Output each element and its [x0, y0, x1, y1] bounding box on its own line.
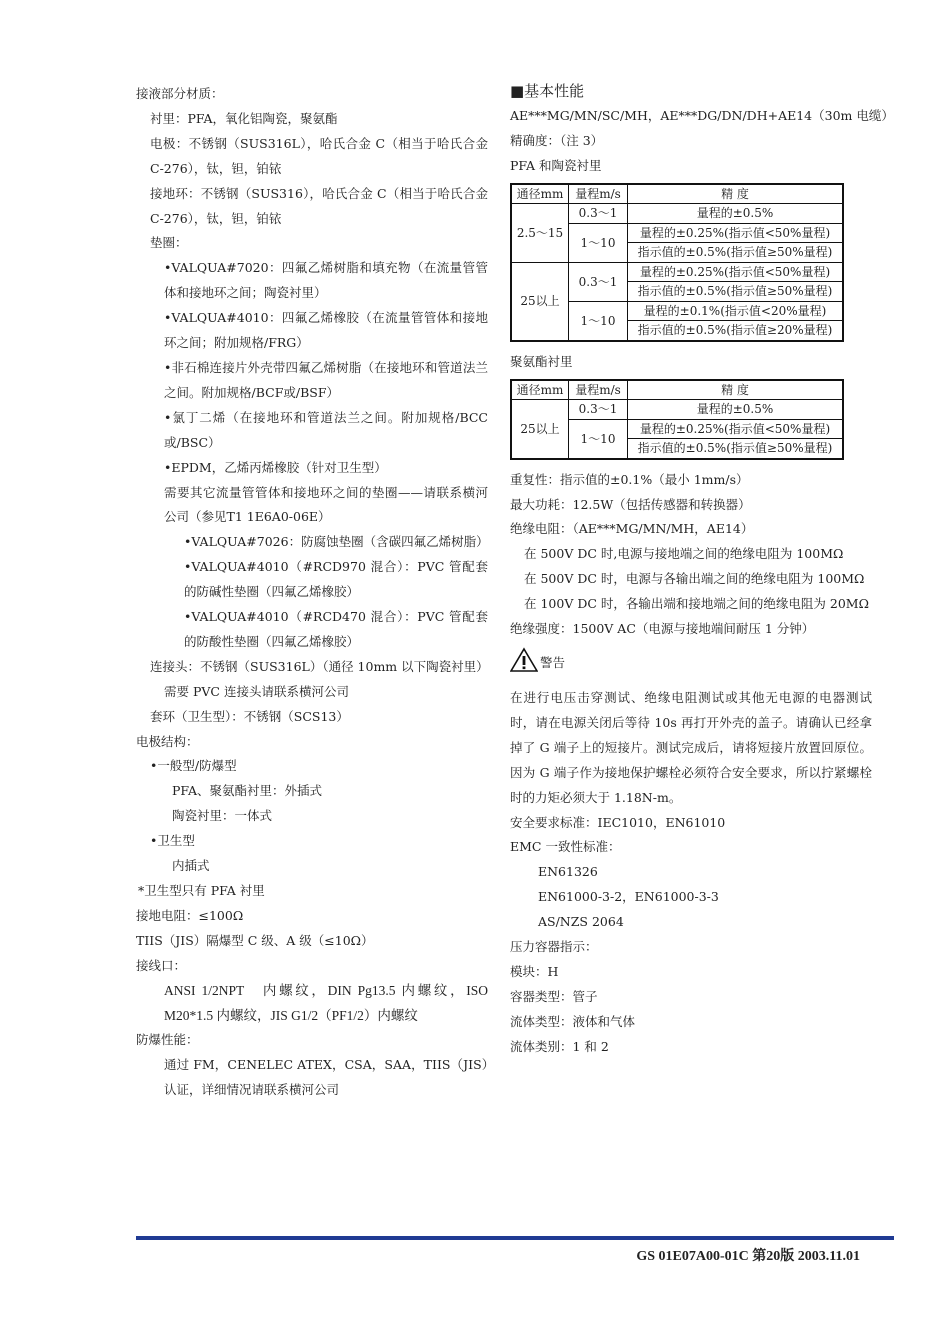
tiis-text: TIIS（JIS）隔爆型 C 级、A 级（≤10Ω） — [136, 932, 374, 948]
col-header-dn: 通径mm — [511, 184, 569, 204]
cell-dn: 25以上 — [511, 262, 569, 341]
model-line: AE***MG/MN/SC/MH，AE***DG/DN/DH+AE14（30m 电缆） — [510, 108, 894, 123]
col-header-dn: 通径mm — [511, 380, 569, 400]
accuracy-table-urethane — [510, 379, 844, 460]
emc-item-3: AS/NZS 2064 — [538, 914, 624, 930]
gasket-item-7026: •VALQUA#7026：防腐蚀垫圈（含碳四氟乙烯树脂） — [184, 534, 489, 550]
col-header-accuracy: 精 度 — [628, 184, 844, 204]
dielectric-strength-text: 绝缘强度：1500V AC（电源与接地端间耐压 1 分钟） — [510, 621, 815, 637]
pressure-vessel-heading: 压力容器指示： — [510, 939, 598, 955]
cell-accuracy: 量程的±0.25%(指示值<50%量程) — [628, 223, 844, 243]
accuracy-heading: 精确度：（注 3） — [510, 132, 604, 148]
other-gasket-note: 需要其它流量管管体和接地环之间的垫圈——请联系横河公司（参见T1 1E6A0-06E） — [164, 484, 488, 525]
cell-range: 1～10 — [569, 223, 628, 262]
gasket-item-rcd970: •VALQUA#4010（#RCD970 混合）：PVC 管配套的防碱性垫圈（四氟乙烯橡胶） — [184, 559, 488, 600]
left-column — [136, 82, 488, 1103]
explosion-proof-heading: 防爆性能： — [136, 1032, 199, 1048]
warning-heading — [510, 642, 872, 682]
insulation-item-2: 在 500V DC 时，电源与各输出端之间的绝缘电阻为 100MΩ — [524, 571, 865, 587]
insulation-item-1: 在 500V DC 时,电源与接地端之间的绝缘电阻为 100MΩ — [524, 546, 844, 562]
right-column — [510, 78, 894, 1060]
insert-type-text: 内插式 — [172, 858, 210, 874]
gasket-item-chloroprene: •氯丁二烯（在接地环和管道法兰之间。附加规格/BCC或/BSC） — [164, 409, 488, 450]
table-row — [511, 204, 843, 224]
cell-accuracy: 指示值的±0.5%(指示值≥20%量程) — [628, 321, 844, 341]
gasket-item-4010: •VALQUA#4010：四氟乙烯橡胶（在流量管管体和接地环之间；附加规格/FRG） — [164, 310, 488, 351]
document-number: GS 01E07A00-01C 第20版 2003.11.01 — [636, 1249, 860, 1264]
emc-item-1: EN61326 — [538, 864, 598, 880]
grounding-ring-text: 接地环：不锈钢（SUS316），哈氏合金 C（相当于哈氏合金 C-276），钛，钽，铂铱 — [150, 185, 488, 226]
wetted-materials-heading: 接液部分材质： — [136, 86, 224, 101]
cell-range: 0.3～1 — [569, 262, 628, 301]
gasket-item-epdm: •EPDM，乙烯丙烯橡胶（针对卫生型） — [164, 459, 387, 475]
collar-text: 套环（卫生型）：不锈钢（SCS13） — [150, 708, 349, 724]
electrode-structure-heading: 电极结构： — [136, 733, 199, 749]
cell-accuracy: 量程的±0.5% — [628, 204, 844, 224]
accuracy-table-pfa — [510, 183, 844, 342]
grounding-resistance-text: 接地电阻：≤100Ω — [136, 907, 244, 923]
cell-dn: 2.5～15 — [511, 204, 569, 263]
pvc-connector-note: 需要 PVC 连接头请联系横河公司 — [164, 683, 349, 699]
pfa-urethane-lining-text: PFA、聚氨酯衬里：外插式 — [172, 783, 323, 799]
footer-rule — [136, 1236, 894, 1240]
sanitary-type-item: •卫生型 — [150, 833, 195, 849]
cell-accuracy: 量程的±0.1%(指示值<20%量程) — [628, 301, 844, 321]
gasket-heading: 垫圈： — [150, 235, 188, 251]
warning-label: 警告 — [540, 654, 566, 670]
gasket-item-non-asbestos: •非石棉连接片外壳带四氟乙烯树脂（在接地环和管道法兰之间。附加规格/BCF或/BSF） — [164, 359, 488, 400]
warning-text: 在进行电压击穿测试、绝缘电阻测试或其他无电源的电器测试时，请在电源关闭后等待 10s 再打开外壳的盖子。请确认已经拿掉了 G 端子上的短接片。测试完成后，请将短接片放置回原位。因为 G 端子作为接地保护螺栓必须符合安全要求，所以拧紧螺栓时的力矩必须大于 1.18N-m。 — [510, 689, 872, 805]
connector-text: 连接头：不锈钢（SUS316L）（通径 10mm 以下陶瓷衬里） — [150, 658, 489, 674]
cell-range: 1～10 — [569, 419, 628, 459]
sanitary-note: *卫生型只有 PFA 衬里 — [138, 883, 265, 898]
cell-accuracy: 量程的±0.25%(指示值<50%量程) — [628, 262, 844, 282]
safety-standard-text: 安全要求标准：IEC1010，EN61010 — [510, 814, 726, 830]
urethane-label: 聚氨酯衬里 — [510, 353, 573, 369]
electrode-text: 电极：不锈钢（SUS316L），哈氏合金 C（相当于哈氏合金 C-276），钛，钽，铂铱 — [150, 135, 488, 176]
insulation-resistance-heading: 绝缘电阻：（AE***MG/MN/MH，AE14） — [510, 521, 754, 537]
cell-range: 0.3～1 — [569, 204, 628, 224]
wiring-port-text: ANSI 1/2NPT 内螺纹，DIN Pg13.5 内螺纹，ISO M20*1.5 内螺纹，JIS G1/2（PF1/2）内螺纹 — [164, 982, 488, 1023]
pfa-ceramic-label: PFA 和陶瓷衬里 — [510, 157, 602, 173]
table-header-row — [511, 184, 843, 204]
ceramic-lining-text: 陶瓷衬里：一体式 — [172, 808, 273, 824]
cell-accuracy: 指示值的±0.5%(指示值≥50%量程) — [628, 282, 844, 302]
fluid-category-text: 流体类别：1 和 2 — [510, 1038, 609, 1054]
section-title: ■基本性能 — [510, 82, 585, 100]
emc-item-2: EN61000-3-2，EN61000-3-3 — [538, 889, 719, 905]
gasket-item-rcd470: •VALQUA#4010（#RCD470 混合）：PVC 管配套的防酸性垫圈（四氟乙烯橡胶） — [184, 609, 488, 649]
table-row — [511, 262, 843, 282]
cell-range: 0.3～1 — [569, 400, 628, 420]
col-header-range: 量程m/s — [569, 380, 628, 400]
table-row — [511, 400, 843, 420]
repeatability-text: 重复性：指示值的±0.1%（最小 1mm/s） — [510, 471, 749, 487]
general-type-item: •一般型/防爆型 — [150, 758, 237, 774]
vessel-type-text: 容器类型：管子 — [510, 988, 598, 1004]
explosion-proof-text: 通过 FM，CENELEC ATEX，CSA，SAA，TIIS（JIS）认证，详细情况请联系横河公司 — [164, 1057, 488, 1098]
cell-accuracy: 指示值的±0.5%(指示值≥50%量程) — [628, 243, 844, 263]
warning-icon — [510, 647, 540, 676]
cell-range: 1～10 — [569, 301, 628, 341]
module-text: 模块：H — [510, 963, 559, 979]
cell-accuracy: 量程的±0.25%(指示值<50%量程) — [628, 419, 844, 439]
power-consumption-text: 最大功耗：12.5W（包括传感器和转换器） — [510, 496, 751, 512]
emc-heading: EMC 一致性标准： — [510, 839, 621, 855]
cell-accuracy: 量程的±0.5% — [628, 400, 844, 420]
gasket-item-7020: •VALQUA#7020：四氟乙烯树脂和填充物（在流量管管体和接地环之间；陶瓷衬里） — [164, 260, 488, 301]
cell-dn: 25以上 — [511, 400, 569, 459]
wiring-port-heading: 接线口： — [136, 957, 187, 973]
table-header-row — [511, 380, 843, 400]
cell-accuracy: 指示值的±0.5%(指示值≥50%量程) — [628, 439, 844, 459]
col-header-accuracy: 精 度 — [628, 380, 844, 400]
fluid-type-text: 流体类型：液体和气体 — [510, 1013, 636, 1029]
insulation-item-3: 在 100V DC 时，各输出端和接地端之间的绝缘电阻为 20MΩ — [524, 596, 869, 612]
lining-text: 衬里：PFA，氧化铝陶瓷，聚氨酯 — [150, 110, 338, 126]
col-header-range: 量程m/s — [569, 184, 628, 204]
